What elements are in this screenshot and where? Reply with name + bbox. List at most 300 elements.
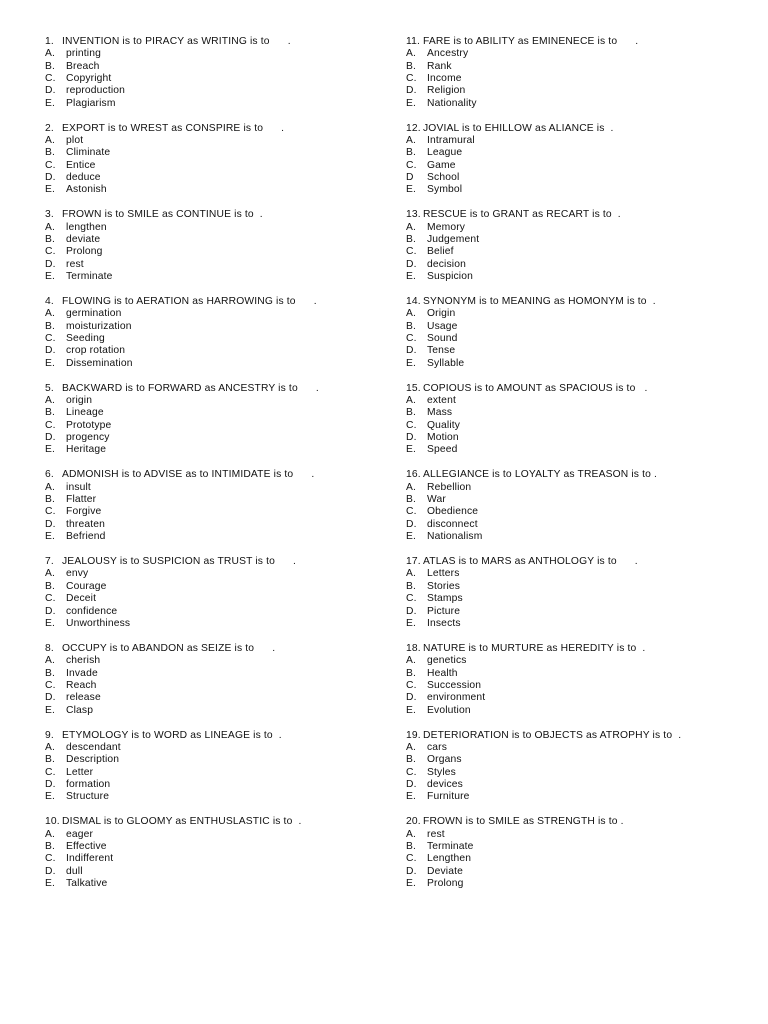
answer-option [45, 395, 395, 407]
option-letter: E. [406, 531, 417, 543]
question-stem [406, 469, 756, 481]
option-letter: C. [45, 159, 56, 171]
answer-option [45, 829, 395, 841]
option-text: Forgive [66, 506, 102, 518]
answer-option [406, 692, 756, 704]
option-text: deviate [66, 234, 101, 246]
question-text: DETERIORATION is to OBJECTS as ATROPHY is to . [423, 729, 682, 741]
option-text: Astonish [66, 184, 107, 196]
answer-option [406, 742, 756, 754]
question-block [406, 123, 756, 210]
answer-option [406, 98, 756, 110]
answer-option [45, 606, 395, 618]
answer-option [406, 432, 756, 444]
option-text: Symbol [427, 184, 463, 196]
option-text: Succession [427, 679, 482, 691]
answer-option [406, 333, 756, 345]
option-letter: C. [406, 159, 417, 171]
answer-option [406, 160, 756, 172]
question-stem [45, 816, 395, 828]
answer-option [45, 680, 395, 692]
question-stem [406, 296, 756, 308]
option-letter: D. [406, 778, 417, 790]
answer-option [406, 395, 756, 407]
option-text: Memory [427, 221, 466, 233]
question-block [406, 296, 756, 383]
question-text: INVENTION is to PIRACY as WRITING is to . [62, 36, 291, 47]
option-letter: A. [45, 568, 56, 580]
answer-option [406, 184, 756, 196]
answer-option [406, 246, 756, 258]
answer-option [45, 531, 395, 543]
question-stem [406, 816, 756, 828]
option-letter: E. [45, 704, 56, 716]
option-text: Terminate [427, 840, 474, 852]
answer-option [45, 345, 395, 357]
option-letter: D. [45, 432, 56, 444]
answer-option [406, 531, 756, 543]
option-letter: B. [406, 60, 417, 72]
option-letter: C. [45, 73, 56, 85]
answer-option [406, 147, 756, 159]
question-number: 16. [406, 469, 421, 481]
answer-option [45, 841, 395, 853]
option-letter: A. [45, 48, 56, 60]
option-letter: D. [45, 605, 56, 617]
option-letter: C. [45, 593, 56, 605]
option-letter: B. [406, 494, 417, 506]
answer-option [45, 506, 395, 518]
answer-option [406, 222, 756, 234]
question-text: FARE is to ABILITY as EMINENECE is to . [423, 36, 639, 47]
option-letter: E. [406, 357, 417, 369]
option-text: Seeding [66, 333, 105, 345]
option-letter: D. [406, 692, 417, 704]
option-letter: A. [406, 135, 417, 147]
answer-option [45, 222, 395, 234]
answer-option [45, 73, 395, 85]
option-letter: B. [406, 667, 417, 679]
option-letter: E. [45, 184, 56, 196]
option-letter: E. [406, 617, 417, 629]
option-text: Furniture [427, 791, 470, 803]
answer-option [45, 482, 395, 494]
option-letter: D. [406, 345, 417, 357]
question-block [45, 816, 395, 903]
question-block [45, 123, 395, 210]
option-text: Nationalism [427, 531, 483, 543]
question-stem [45, 383, 395, 395]
option-letter: A. [406, 828, 417, 840]
option-text: release [66, 692, 101, 704]
option-letter: D. [406, 258, 417, 270]
question-text: ADMONISH is to ADVISE as to INTIMIDATE is to . [62, 469, 315, 481]
option-text: reproduction [66, 85, 126, 97]
question-stem [406, 556, 756, 568]
option-text: Prolong [66, 246, 103, 258]
answer-option [45, 135, 395, 147]
option-letter: D. [45, 518, 56, 530]
answer-option [45, 234, 395, 246]
option-text: Deviate [427, 865, 463, 877]
option-text: extent [427, 395, 456, 407]
option-text: deduce [66, 172, 101, 184]
question-stem [406, 36, 756, 48]
answer-option [406, 321, 756, 333]
option-letter: E. [45, 444, 56, 456]
question-block [45, 209, 395, 296]
answer-option [406, 61, 756, 73]
option-letter: A. [45, 481, 56, 493]
option-text: rest [427, 828, 445, 840]
option-text: cherish [66, 655, 101, 667]
option-text: Description [66, 754, 120, 766]
option-text: Courage [66, 580, 107, 592]
option-text: Game [427, 159, 456, 171]
option-text: dull [66, 865, 83, 877]
option-letter: C. [45, 419, 56, 431]
question-text: ATLAS is to MARS as ANTHOLOGY is to . [423, 556, 638, 568]
answer-option [406, 791, 756, 803]
option-text: Reach [66, 679, 97, 691]
question-number: 3. [45, 209, 54, 221]
option-letter: E. [406, 97, 417, 109]
question-number: 18. [406, 642, 421, 654]
option-text: Obedience [427, 506, 479, 518]
option-letter: D. [45, 345, 56, 357]
question-number: 20. [406, 816, 421, 828]
answer-option [406, 345, 756, 357]
option-letter: C. [45, 766, 56, 778]
option-letter: C. [45, 246, 56, 258]
option-letter: A. [45, 395, 56, 407]
option-text: Invade [66, 667, 98, 679]
option-text: devices [427, 778, 463, 790]
question-text: JOVIAL is to EHILLOW as ALIANCE is . [423, 122, 614, 134]
option-text: Rebellion [427, 481, 472, 493]
question-number: 10. [45, 816, 60, 828]
answer-option [45, 184, 395, 196]
answer-option [45, 420, 395, 432]
option-text: environment [427, 692, 486, 704]
option-text: Speed [427, 444, 458, 456]
question-text: JEALOUSY is to SUSPICION as TRUST is to . [62, 556, 297, 568]
question-number: 5. [45, 382, 54, 394]
answer-option [406, 655, 756, 667]
option-letter: C. [45, 333, 56, 345]
answer-option [45, 259, 395, 271]
option-text: lengthen [66, 221, 107, 233]
question-block [406, 36, 756, 123]
answer-option [45, 172, 395, 184]
option-letter: C. [406, 766, 417, 778]
question-text: ETYMOLOGY is to WORD as LINEAGE is to . [62, 729, 282, 741]
question-stem [406, 123, 756, 135]
question-block [45, 36, 395, 123]
option-text: Judgement [427, 234, 480, 246]
question-number: 6. [45, 469, 54, 481]
option-text: Heritage [66, 444, 107, 456]
option-letter: C. [406, 419, 417, 431]
option-letter: B. [45, 754, 56, 766]
answer-option [406, 271, 756, 283]
option-text: War [427, 494, 446, 506]
question-stem [45, 209, 395, 221]
option-letter: E. [45, 617, 56, 629]
option-text: origin [66, 395, 93, 407]
option-letter: A. [45, 828, 56, 840]
option-letter: B. [406, 320, 417, 332]
option-text: Usage [427, 320, 458, 332]
answer-option [45, 98, 395, 110]
question-stem [45, 123, 395, 135]
option-text: insult [66, 481, 91, 493]
answer-option [45, 581, 395, 593]
answer-option [406, 668, 756, 680]
option-letter: B. [406, 754, 417, 766]
option-letter: D. [45, 692, 56, 704]
option-text: Rank [427, 60, 452, 72]
answer-option [45, 494, 395, 506]
question-text: FLOWING is to AERATION as HARROWING is to . [62, 296, 317, 308]
option-letter: E. [406, 184, 417, 196]
answer-option [406, 680, 756, 692]
question-number: 1. [45, 36, 54, 47]
option-text: Prototype [66, 419, 112, 431]
answer-option [45, 791, 395, 803]
option-text: envy [66, 568, 89, 580]
answer-option [406, 779, 756, 791]
option-letter: C. [406, 333, 417, 345]
option-text: Lineage [66, 407, 104, 419]
question-number: 9. [45, 729, 54, 741]
option-letter: A. [406, 48, 417, 60]
answer-option [406, 407, 756, 419]
answer-option [406, 866, 756, 878]
option-text: Tense [427, 345, 456, 357]
question-block [406, 643, 756, 730]
question-number: 4. [45, 296, 54, 308]
option-letter: A. [45, 741, 56, 753]
option-letter: A. [406, 308, 417, 320]
option-text: Prolong [427, 877, 464, 889]
option-letter: A. [45, 308, 56, 320]
option-text: Stamps [427, 593, 463, 605]
option-text: progency [66, 432, 110, 444]
question-block [406, 469, 756, 556]
option-letter: B. [406, 407, 417, 419]
answer-option [45, 779, 395, 791]
question-number: 19. [406, 729, 421, 741]
option-text: Letters [427, 568, 460, 580]
option-letter: C. [406, 246, 417, 258]
option-letter: A. [406, 741, 417, 753]
answer-option [406, 259, 756, 271]
answer-option [45, 754, 395, 766]
option-text: Nationality [427, 97, 477, 109]
option-text: Plagiarism [66, 97, 116, 109]
answer-option [406, 172, 756, 184]
question-block [45, 383, 395, 470]
option-letter: C. [406, 73, 417, 85]
question-text: FROWN is to SMILE as CONTINUE is to . [62, 209, 263, 221]
option-letter: D. [406, 518, 417, 530]
left-question-column [45, 36, 395, 903]
option-letter: E. [45, 791, 56, 803]
option-letter: D. [406, 605, 417, 617]
answer-option [406, 494, 756, 506]
answer-option [406, 48, 756, 60]
answer-option [45, 655, 395, 667]
option-text: rest [66, 258, 84, 270]
question-text: EXPORT is to WREST as CONSPIRE is to . [62, 122, 285, 134]
answer-option [45, 742, 395, 754]
option-text: Terminate [66, 271, 113, 283]
right-question-column [406, 36, 756, 903]
answer-option [406, 705, 756, 717]
option-text: printing [66, 48, 101, 60]
option-text: Lengthen [427, 853, 472, 865]
answer-option [45, 866, 395, 878]
question-text: BACKWARD is to FORWARD as ANCESTRY is to . [62, 382, 319, 394]
question-block [406, 556, 756, 643]
option-letter: C. [406, 853, 417, 865]
option-text: eager [66, 828, 94, 840]
option-letter: A. [406, 568, 417, 580]
option-letter: A. [45, 221, 56, 233]
answer-option [406, 444, 756, 456]
option-text: Copyright [66, 73, 112, 85]
answer-option [406, 308, 756, 320]
option-letter: A. [406, 221, 417, 233]
question-block [406, 383, 756, 470]
answer-option [45, 767, 395, 779]
option-letter: E. [45, 357, 56, 369]
option-text: Motion [427, 432, 459, 444]
option-text: Income [427, 73, 462, 85]
answer-option [45, 618, 395, 630]
option-text: confidence [66, 605, 118, 617]
question-number: 17. [406, 556, 421, 568]
option-text: Belief [427, 246, 454, 258]
option-letter: D. [406, 432, 417, 444]
question-block [45, 643, 395, 730]
option-text: Intramural [427, 135, 475, 147]
option-letter: D [406, 172, 414, 184]
answer-option [45, 160, 395, 172]
option-text: Syllable [427, 357, 465, 369]
option-text: School [427, 172, 460, 184]
option-letter: B. [406, 580, 417, 592]
question-text: OCCUPY is to ABANDON as SEIZE is to . [62, 642, 276, 654]
option-letter: B. [45, 60, 56, 72]
answer-option [406, 754, 756, 766]
option-text: Picture [427, 605, 461, 617]
answer-option [45, 853, 395, 865]
question-block [406, 209, 756, 296]
option-text: Unworthiness [66, 617, 131, 629]
question-number: 13. [406, 209, 421, 221]
question-stem [45, 36, 395, 48]
option-letter: D. [406, 85, 417, 97]
option-text: Deceit [66, 593, 97, 605]
option-text: Evolution [427, 704, 471, 716]
option-letter: D. [45, 258, 56, 270]
option-letter: A. [406, 395, 417, 407]
option-letter: C. [406, 593, 417, 605]
answer-option [406, 358, 756, 370]
question-block [45, 730, 395, 817]
option-letter: B. [45, 494, 56, 506]
option-text: Ancestry [427, 48, 469, 60]
option-letter: C. [45, 679, 56, 691]
option-letter: D. [45, 865, 56, 877]
question-text: SYNONYM is to MEANING as HOMONYM is to . [423, 296, 656, 308]
question-number: 14. [406, 296, 421, 308]
question-text: COPIOUS is to AMOUNT as SPACIOUS is to . [423, 382, 648, 394]
option-letter: C. [45, 853, 56, 865]
option-text: genetics [427, 655, 467, 667]
option-text: Quality [427, 419, 461, 431]
answer-option [406, 420, 756, 432]
answer-option [45, 568, 395, 580]
question-stem [45, 556, 395, 568]
question-text: FROWN is to SMILE as STRENGTH is to . [423, 816, 624, 828]
option-text: Structure [66, 791, 110, 803]
question-block [45, 556, 395, 643]
answer-option [406, 606, 756, 618]
option-text: Styles [427, 766, 456, 778]
question-block [406, 816, 756, 903]
option-text: Flatter [66, 494, 97, 506]
answer-option [45, 878, 395, 890]
option-text: Health [427, 667, 458, 679]
option-text: Breach [66, 60, 100, 72]
answer-option [406, 593, 756, 605]
question-stem [406, 643, 756, 655]
answer-option [45, 407, 395, 419]
option-text: Insects [427, 617, 461, 629]
answer-option [45, 321, 395, 333]
option-text: Effective [66, 840, 107, 852]
answer-option [406, 234, 756, 246]
option-letter: B. [45, 320, 56, 332]
option-letter: E. [45, 877, 56, 889]
option-text: Befriend [66, 531, 106, 543]
option-letter: B. [406, 234, 417, 246]
question-stem [406, 730, 756, 742]
option-letter: E. [406, 791, 417, 803]
question-text: RESCUE is to GRANT as RECART is to . [423, 209, 621, 221]
option-text: threaten [66, 518, 105, 530]
option-text: cars [427, 741, 448, 753]
answer-option [406, 829, 756, 841]
option-letter: E. [45, 271, 56, 283]
answer-option [45, 85, 395, 97]
answer-option [45, 705, 395, 717]
answer-option [406, 618, 756, 630]
answer-option [45, 333, 395, 345]
question-stem [45, 469, 395, 481]
option-letter: B. [45, 840, 56, 852]
option-text: Indifferent [66, 853, 114, 865]
option-text: Sound [427, 333, 458, 345]
question-block [45, 296, 395, 383]
answer-option [406, 482, 756, 494]
answer-option [45, 308, 395, 320]
option-letter: E. [406, 877, 417, 889]
question-number: 8. [45, 642, 54, 654]
